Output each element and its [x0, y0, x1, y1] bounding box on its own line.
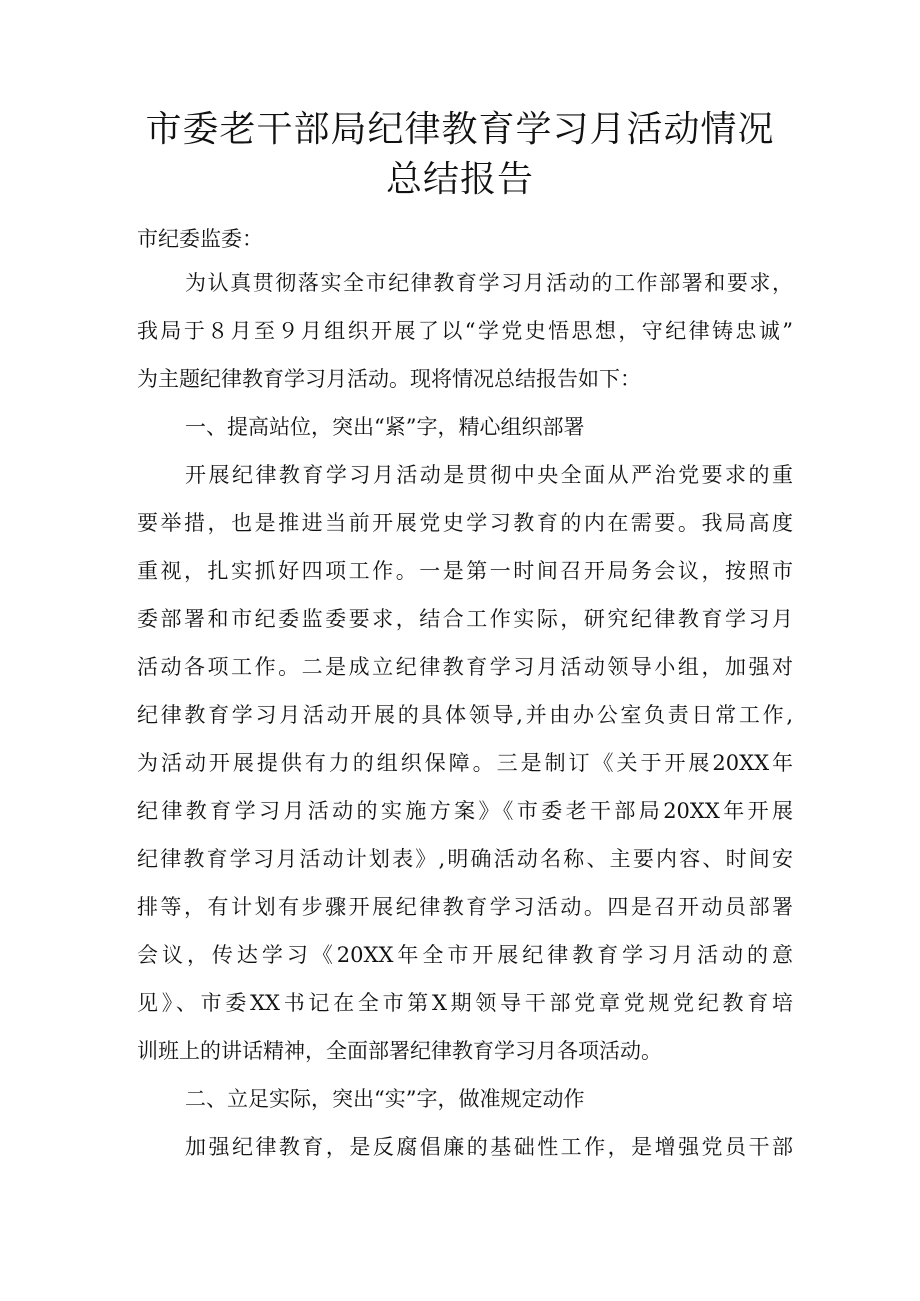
- paragraph-line: 加强纪律教育，是反腐倡廉的基础性工作，是增强党员干部: [185, 1135, 793, 1159]
- paragraph-line: 活动各项工作。二是成立纪律教育学习月活动领导小组，加强对: [137, 655, 793, 679]
- paragraph-line: 为主题纪律教育学习月活动。现将情况总结报告如下：: [137, 367, 641, 391]
- paragraph-line: 我局于８月至９月组织开展了以“学党史悟思想，守纪律铸忠诚”: [137, 319, 793, 343]
- paragraph-line: 纪律教育学习月活动开展的具体领导,并由办公室负责日常工作,: [137, 703, 793, 727]
- paragraph-line: 为活动开展提供有力的组织保障。三是制订《关于开展20XX年: [137, 751, 793, 775]
- paragraph-line: 训班上的讲话精神，全面部署纪律教育学习月各项活动。: [137, 1039, 662, 1063]
- section-heading: 一、提高站位，突出“紧”字，精心组织部署: [185, 415, 585, 439]
- paragraph-line: 为认真贯彻落实全市纪律教育学习月活动的工作部署和要求，: [185, 271, 793, 295]
- paragraph-line: 纪律教育学习月活动计划表》,明确活动名称、主要内容、时间安: [137, 847, 793, 871]
- section-heading: 二、立足实际，突出“实”字，做准规定动作: [185, 1087, 585, 1111]
- paragraph-line: 委部署和市纪委监委要求，结合工作实际，研究纪律教育学习月: [137, 607, 793, 631]
- salutation: 市纪委监委：: [137, 227, 263, 251]
- paragraph-line: 排等，有计划有步骤开展纪律教育学习活动。四是召开动员部署: [137, 895, 793, 919]
- paragraph-line: 要举措，也是推进当前开展党史学习教育的内在需要。我局高度: [137, 511, 793, 535]
- document-title-line-2: 总结报告: [385, 159, 534, 200]
- paragraph-line: 见》、市委XX书记在全市第X期领导干部党章党规党纪教育培: [137, 991, 793, 1015]
- paragraph-line: 会议，传达学习《20XX年全市开展纪律教育学习月活动的意: [137, 943, 793, 967]
- paragraph-line: 开展纪律教育学习月活动是贯彻中央全面从严治党要求的重: [185, 463, 793, 487]
- paragraph-line: 纪律教育学习月活动的实施方案》《市委老干部局20XX年开展: [137, 799, 793, 823]
- paragraph-line: 重视，扎实抓好四项工作。一是第一时间召开局务会议，按照市: [137, 559, 793, 583]
- document-title-line-1: 市委老干部局纪律教育学习月活动情况: [145, 109, 775, 150]
